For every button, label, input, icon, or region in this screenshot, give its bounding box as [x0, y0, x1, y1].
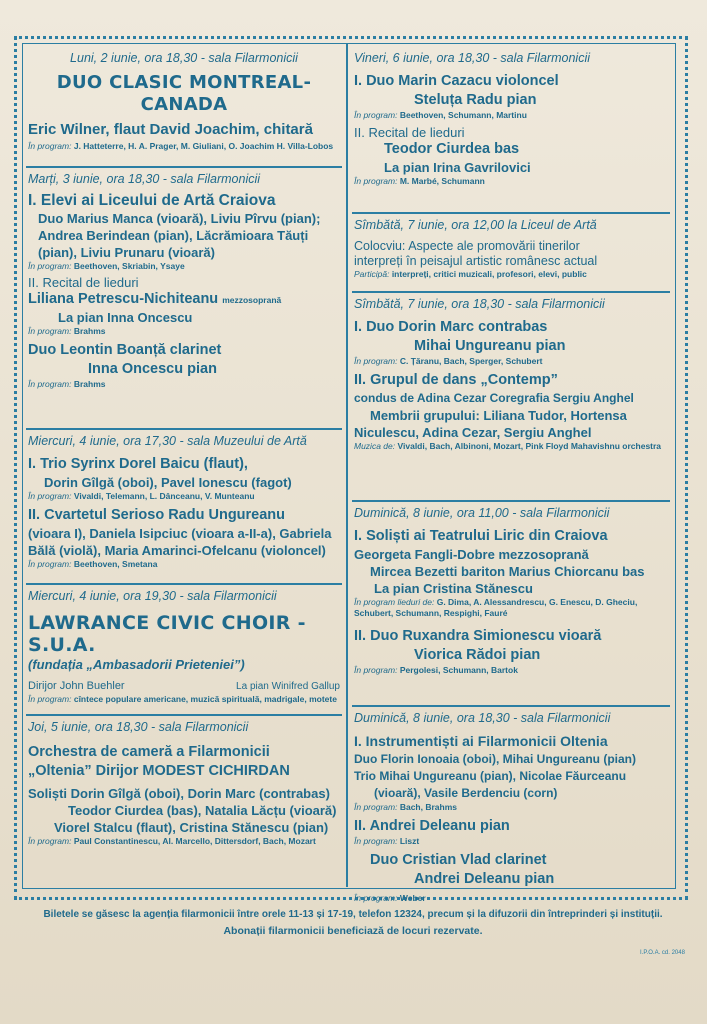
- program-text: cîntece populare americane, muzică spirituală, madrigale, motete: [73, 694, 337, 704]
- trio-line: Dorin Gîlgă (oboi), Pavel Ionescu (fagot): [44, 475, 292, 490]
- participants-label: Participă:: [354, 269, 390, 279]
- duo-line: Mihai Ungureanu pian: [414, 338, 566, 354]
- program-line: [354, 597, 668, 619]
- event-header: Miercuri, 4 iunie, ora 19,30 - sala Filarmonicii: [28, 589, 277, 603]
- recital-title: II. Recital de lieduri: [28, 275, 139, 290]
- program-line: [28, 836, 340, 847]
- program-label: În program:: [354, 176, 398, 186]
- choir-title: LAWRANCE CIVIC CHOIR - S.U.A.: [28, 612, 306, 656]
- program-text: Liszt: [399, 836, 420, 846]
- program-label: În program:: [354, 893, 398, 903]
- event-8-june-morning: [352, 502, 670, 707]
- singer-role: mezzosoprană: [222, 295, 282, 305]
- event-header: Marți, 3 iunie, ora 18,30 - sala Filarmonicii: [28, 172, 261, 186]
- event-header: Duminică, 8 iunie, ora 11,00 - sala Filarmonicii: [354, 506, 610, 520]
- program-text: Beethoven, Smetana: [73, 559, 158, 569]
- program-text: Bach, Brahms: [399, 802, 458, 812]
- event-8-june-evening: [352, 707, 670, 914]
- program-text: M. Marbé, Schumann: [399, 176, 485, 186]
- program-label: În program:: [28, 326, 72, 336]
- orchestra-title: Orchestra de cameră a Filarmonicii: [28, 744, 270, 760]
- program-text: Vivaldi, Telemann, L. Dânceanu, V. Munteanu: [73, 491, 255, 501]
- music-line: [354, 441, 668, 452]
- footer-notice: [14, 907, 692, 939]
- duo-line: I. Duo Dorin Marc contrabas: [354, 319, 548, 335]
- program-label: În program:: [28, 559, 72, 569]
- dance-group: II. Grupul de dans „Contemp”: [354, 372, 558, 388]
- program-line: [28, 694, 340, 705]
- event-7-june-filarmonica: [352, 293, 670, 502]
- soloists-line: Viorel Stalcu (flaut), Cristina Stănescu (pian): [54, 820, 329, 835]
- left-column: [26, 47, 342, 881]
- duo-line: Duo Leontin Boanță clarinet: [28, 342, 222, 358]
- quartet-line: Bălă (violă), Maria Amarinci-Ofelcanu (violoncel): [28, 543, 326, 558]
- event-header: Sîmbătă, 7 iunie, ora 18,30 - sala Filarmonicii: [354, 297, 605, 311]
- dance-group-lead: condus de Adina Cezar Coregrafia Sergiu Anghel: [354, 391, 634, 405]
- performer-line: Andrea Berindean (pian), Lăcrămioara Tăuți: [38, 228, 309, 243]
- program-text: C. Țăranu, Bach, Sperger, Schubert: [399, 356, 543, 366]
- duo-line: Duo Cristian Vlad clarinet: [370, 852, 547, 868]
- event-5-june: [26, 716, 342, 881]
- event-header: Miercuri, 4 iunie, ora 17,30 - sala Muzeului de Artă: [28, 434, 307, 448]
- participants-text: interpreți, critici muzicali, profesori, elevi, public: [391, 269, 587, 279]
- program-label: În program:: [354, 110, 398, 120]
- performer-line: (pian), Liviu Prunaru (vioară): [38, 245, 215, 260]
- event-3-june: [26, 168, 342, 430]
- program-text: Beethoven, Schumann, Martinu: [399, 110, 527, 120]
- soloist-title: II. Andrei Deleanu pian: [354, 818, 510, 834]
- program-label: În program:: [28, 694, 72, 704]
- instrumentalists-line: Duo Florin Ionoaia (oboi), Mihai Ungureanu (pian): [354, 752, 636, 766]
- program-line: [354, 893, 668, 904]
- recital-title: II. Recital de lieduri: [354, 125, 465, 140]
- instrumentalists-line: Trio Mihai Ungureanu (pian), Nicolae Făurceanu: [354, 769, 627, 783]
- event-7-june-colocviu: [352, 214, 670, 293]
- piano-line: La pian Irina Gavrilovici: [384, 160, 531, 175]
- program-line: [354, 176, 668, 187]
- program-label: În program:: [28, 261, 72, 271]
- soloist-line: Georgeta Fangli-Dobre mezzosoprană: [354, 547, 589, 562]
- duo-line: Viorica Rădoi pian: [414, 647, 541, 663]
- footer-line: Abonații filarmonicii beneficiază de locuri rezervate.: [223, 925, 483, 937]
- section-title: I. Elevi ai Liceului de Artă Craiova: [28, 192, 276, 209]
- program-text: Beethoven, Skriabin, Ysaye: [73, 261, 185, 271]
- event-4-june-muzeu: [26, 430, 342, 585]
- piano-line: La pian Inna Oncescu: [58, 310, 193, 325]
- piano: La pian Winifred Gallup: [236, 681, 340, 692]
- event-4-june-filarmonica: [26, 585, 342, 716]
- quartet-line: (vioara I), Daniela Isipciuc (vioara a-II-a), Gabriela: [28, 526, 332, 541]
- duo-line: I. Duo Marin Cazacu violoncel: [354, 73, 559, 89]
- program-label: În program:: [28, 379, 72, 389]
- program-line: [354, 836, 668, 847]
- program-label: În program:: [354, 665, 398, 675]
- conductor: Dirijor John Buehler: [28, 680, 125, 692]
- soloists-title: I. Soliști ai Teatrului Liric din Craiova: [354, 528, 608, 544]
- instrumentalists-title: I. Instrumentiști ai Filarmonicii Oltenia: [354, 733, 608, 749]
- program-line: [354, 356, 668, 367]
- printer-mark: I.P.O.A. cd. 2048: [640, 950, 685, 956]
- program-line: [354, 802, 668, 813]
- colloquium-title: interpreți în peisajul artistic românesc actual: [354, 254, 598, 268]
- program-line: [28, 491, 340, 502]
- soloists-line: Soliști Dorin Gîlgă (oboi), Dorin Marc (contrabas): [28, 786, 330, 801]
- duo-line: Inna Oncescu pian: [88, 361, 217, 377]
- program-text: Weber: [399, 893, 426, 903]
- duo-line: II. Duo Ruxandra Simionescu vioară: [354, 628, 602, 644]
- column-divider: [346, 43, 348, 887]
- program-text: J. Hatteterre, H. A. Prager, M. Giuliani, O. Joachim H. Villa-Lobos: [73, 141, 334, 151]
- members-line: Niculescu, Adina Cezar, Sergiu Anghel: [354, 425, 592, 440]
- program-line: [354, 665, 668, 676]
- program-line: [354, 110, 668, 121]
- singer: Teodor Ciurdea bas: [384, 141, 520, 157]
- colloquium-title: Colocviu: Aspecte ale promovării tinerilor: [354, 239, 580, 253]
- singer-name: Liliana Petrescu-Nichiteanu: [28, 291, 219, 307]
- program-label: În program:: [354, 356, 398, 366]
- duo-line: Andrei Deleanu pian: [414, 871, 555, 887]
- orchestra-title: „Oltenia” Dirijor MODEST CICHIRDAN: [28, 763, 290, 779]
- program-line: [28, 261, 340, 272]
- right-column: [352, 47, 670, 914]
- program-text: Pergolesi, Schumann, Bartok: [399, 665, 518, 675]
- program-label: În program:: [354, 802, 398, 812]
- duo-line: Steluța Radu pian: [414, 92, 537, 108]
- conductor-row: [28, 679, 340, 694]
- footer-line: Biletele se găsesc la agenția filarmonicii între orele 11-13 și 17-19, telefon 12324, precum și la difuzorii din întreprinderi și instituții.: [43, 909, 663, 920]
- program-label: În program:: [354, 836, 398, 846]
- program-label: În program:: [28, 491, 72, 501]
- soloist-line: Mircea Bezetti bariton Marius Chiorcanu bas: [370, 564, 645, 579]
- program-label: În program lieduri de:: [354, 597, 435, 607]
- event-header: Duminică, 8 iunie, ora 18,30 - sala Filarmonicii: [354, 711, 611, 725]
- music-label: Muzica de:: [354, 441, 396, 451]
- members-line: Membrii grupului: Liliana Tudor, Hortensa: [370, 408, 627, 423]
- quartet-line: II. Cvartetul Serioso Radu Ungureanu: [28, 507, 286, 523]
- event-header: Vineri, 6 iunie, ora 18,30 - sala Filarmonicii: [354, 51, 590, 65]
- performers: Eric Wilner, flaut David Joachim, chitară: [28, 121, 313, 138]
- program-line: [28, 326, 340, 337]
- music-text: Vivaldi, Bach, Albinoni, Mozart, Pink Floyd Mahavishnu orchestra: [397, 441, 662, 451]
- instrumentalists-line: (vioară), Vasile Berdenciu (corn): [374, 786, 558, 800]
- event-header: Luni, 2 iunie, ora 18,30 - sala Filarmonicii: [70, 51, 298, 65]
- program-line: [28, 141, 340, 152]
- participants-line: [354, 269, 668, 280]
- soloist-line: La pian Cristina Stănescu: [374, 581, 533, 596]
- soloists-line: Teodor Ciurdea (bas), Natalia Lăcțu (vioară): [68, 803, 337, 818]
- program-line: [28, 559, 340, 570]
- program-label: În program:: [28, 836, 72, 846]
- event-header: Joi, 5 iunie, ora 18,30 - sala Filarmonicii: [28, 720, 249, 734]
- program-text: Brahms: [73, 379, 106, 389]
- program-line: [28, 379, 340, 390]
- singer: [28, 290, 340, 309]
- event-6-june: [352, 47, 670, 214]
- program-text: Brahms: [73, 326, 106, 336]
- event-header: Sîmbătă, 7 iunie, ora 12,00 la Liceul de Artă: [354, 218, 597, 232]
- choir-subtitle: (fundația „Ambasadorii Prieteniei”): [28, 657, 245, 672]
- program-label: În program:: [28, 141, 72, 151]
- event-title: DUO CLASIC MONTREAL-CANADA: [56, 72, 312, 115]
- program-text: G. Dima, A. Alessandrescu, G. Enescu, D. Gheciu, Schubert, Schumann, Respighi, Fauré: [354, 597, 638, 618]
- trio-line: I. Trio Syrinx Dorel Baicu (flaut),: [28, 456, 248, 472]
- program-text: Paul Constantinescu, Al. Marcello, Dittersdorf, Bach, Mozart: [73, 836, 316, 846]
- event-2-june: [26, 47, 342, 168]
- performer-line: Duo Marius Manca (vioară), Liviu Pîrvu (pian);: [38, 211, 321, 226]
